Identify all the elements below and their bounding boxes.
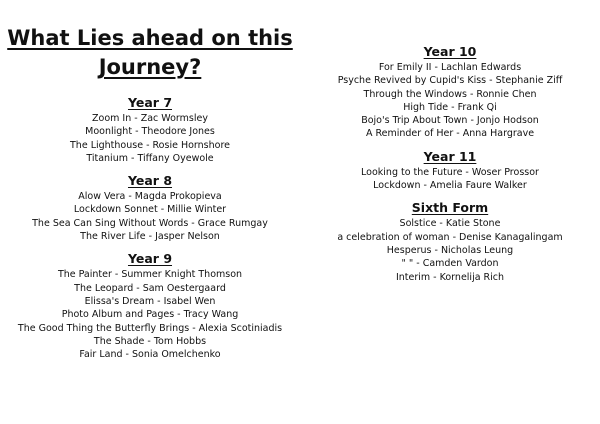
poem-entry: The Sea Can Sing Without Words - Grace Rumgay	[32, 217, 268, 229]
section-heading: Year 7	[127, 95, 173, 110]
section-year-9	[0, 251, 300, 361]
poem-entry: The River Life - Jasper Nelson	[80, 231, 220, 243]
section-year-7	[0, 95, 300, 165]
title-line-1: What Lies ahead on this	[7, 26, 293, 50]
poem-entry: Lockdown Sonnet - Millie Winter	[73, 204, 227, 216]
poem-entry: Solstice - Katie Stone	[399, 218, 501, 230]
poem-entry: A Reminder of Her - Anna Hargrave	[365, 128, 535, 140]
poem-entry: Fair Land - Sonia Omelchenko	[79, 349, 221, 361]
poem-entry: Lockdown - Amelia Faure Walker	[373, 180, 527, 192]
poem-entry: The Shade - Tom Hobbs	[93, 335, 207, 347]
section-year-11	[300, 149, 600, 193]
section-heading: Year 9	[127, 251, 173, 267]
poem-entry: Hesperus - Nicholas Leung	[386, 244, 514, 256]
poem-entry: Psyche Revived by Cupid's Kiss - Stephanie Ziff	[337, 75, 563, 87]
section-sixth-form	[300, 200, 600, 283]
poem-entry: Moonlight - Theodore Jones	[85, 126, 215, 138]
poem-entry: Titanium - Tiffany Oyewole	[86, 152, 214, 164]
section-year-10	[300, 44, 600, 141]
poem-entry: Through the Windows - Ronnie Chen	[363, 88, 537, 100]
right-column	[300, 44, 600, 292]
section-heading: Year 8	[127, 173, 173, 189]
section-heading: Year 11	[423, 148, 477, 164]
section-year-8	[0, 173, 300, 243]
poem-entry: Bojo's Trip About Town - Jonjo Hodson	[361, 115, 539, 127]
poem-entry: Zoom In - Zac Wormsley	[92, 113, 208, 124]
poem-entry: a celebration of woman - Denise Kanagalingam	[337, 231, 563, 243]
poem-entry: Elissa's Dream - Isabel Wen	[84, 295, 216, 307]
poem-entry: The Painter - Summer Knight Thomson	[57, 269, 243, 281]
poem-entry: " " - Camden Vardon	[401, 258, 499, 270]
title-line-2: Journey?	[98, 55, 202, 79]
poem-entry: The Lighthouse - Rosie Hornshore	[70, 139, 230, 151]
section-heading: Sixth Form	[411, 200, 489, 216]
poem-entry: Alow Vera - Magda Prokopieva	[78, 191, 222, 203]
section-heading: Year 10	[423, 44, 477, 59]
page-title	[0, 24, 300, 82]
poem-entry: High Tide - Frank Qi	[403, 101, 497, 113]
poem-entry: The Good Thing the Butterfly Brings - Alexia Scotiniadis	[17, 322, 283, 334]
poem-entry: For Emily II - Lachlan Edwards	[378, 62, 522, 73]
poem-entry: Photo Album and Pages - Tracy Wang	[61, 309, 239, 321]
poem-entry: Looking to the Future - Woser Prossor	[361, 166, 539, 178]
left-column	[0, 24, 300, 369]
right-sections	[300, 44, 600, 284]
poem-entry: Interim - Kornelija Rich	[395, 271, 505, 283]
left-sections	[0, 95, 300, 361]
poem-entry: The Leopard - Sam Oestergaard	[74, 282, 226, 294]
